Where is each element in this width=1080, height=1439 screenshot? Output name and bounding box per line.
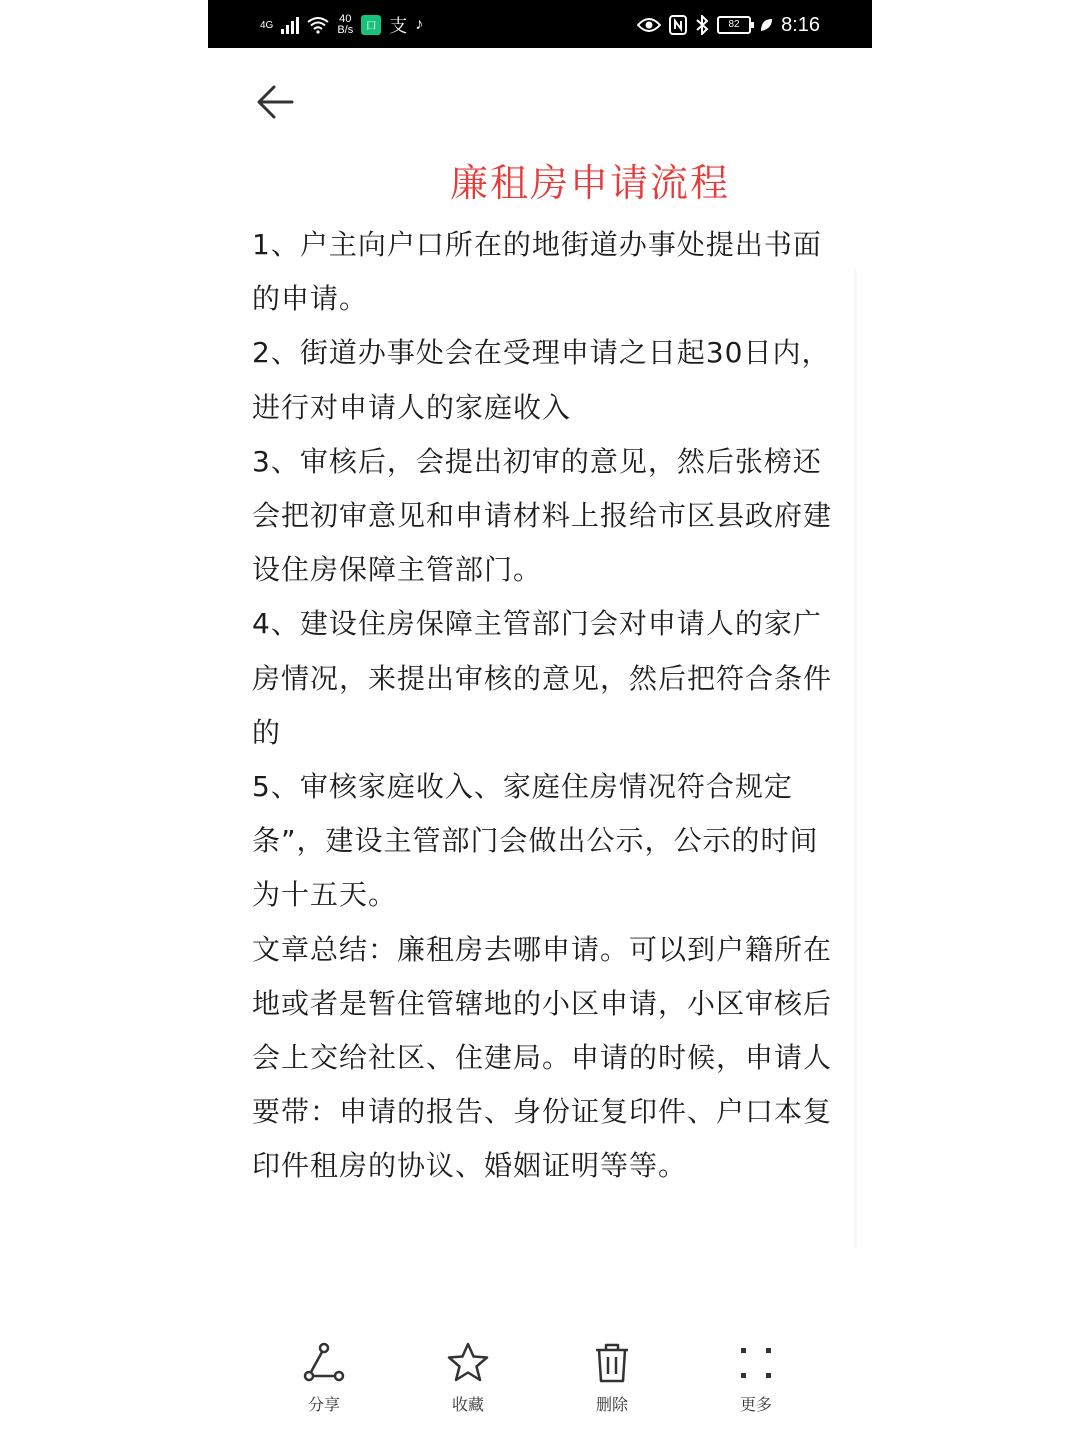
paragraph-5: 5、审核家庭收入、家庭住房情况符合规定条”，建设主管部门会做出公示，公示的时间为十五天。 bbox=[252, 770, 819, 912]
delete-label: 删除 bbox=[595, 1395, 628, 1414]
share-button[interactable] bbox=[274, 1340, 374, 1415]
summary-paragraph: 文章总结：廉租房去哪申请。可以到户籍所在地或者是暂住管辖地的小区申请，小区审核后会上交给社区、住建局。申请的时候，申请人要带：申请的报告、身份证复印件、户口本复印件租房的协议、婚姻证明等等。 bbox=[252, 932, 833, 1183]
share-label: 分享 bbox=[307, 1395, 340, 1414]
status-time: 8:16 bbox=[781, 13, 820, 36]
app-notification-text: 口 bbox=[365, 20, 377, 32]
article-title: 廉租房申请流程 bbox=[449, 161, 730, 205]
share-icon bbox=[301, 1340, 347, 1386]
network-type: 4G bbox=[260, 19, 274, 31]
tiktok-icon: ♪ bbox=[415, 16, 424, 33]
signal-icon bbox=[281, 16, 299, 34]
bluetooth-icon bbox=[695, 15, 709, 35]
net-speed-value: 40 bbox=[339, 13, 352, 25]
app-notification-icon bbox=[361, 15, 381, 35]
back-button[interactable] bbox=[252, 78, 300, 126]
status-bar bbox=[208, 0, 872, 48]
net-speed-unit: B/s bbox=[337, 24, 354, 36]
trash-icon bbox=[589, 1340, 635, 1386]
favorite-label: 收藏 bbox=[451, 1395, 484, 1414]
eye-icon bbox=[637, 17, 661, 33]
more-button[interactable] bbox=[706, 1340, 806, 1415]
star-icon bbox=[445, 1340, 491, 1386]
nfc-icon bbox=[669, 15, 687, 35]
bottom-toolbar bbox=[208, 1340, 872, 1439]
status-left bbox=[260, 10, 423, 40]
favorite-button[interactable] bbox=[418, 1340, 518, 1415]
page-edge-shadow bbox=[854, 268, 858, 1248]
net-speed bbox=[337, 14, 353, 36]
more-label: 更多 bbox=[739, 1395, 772, 1414]
wifi-icon bbox=[307, 16, 329, 34]
alipay-icon: 支 bbox=[389, 16, 408, 36]
paragraph-3: 3、审核后，会提出初审的意见，然后张榜还会把初审意见和申请材料上报给市区县政府建设住房保障主管部门。 bbox=[252, 444, 833, 587]
battery-icon bbox=[717, 16, 751, 34]
paragraph-4: 4、建设住房保障主管部门会对申请人的家广房情况，来提出审核的意见，然后把符合条件的 bbox=[252, 607, 833, 749]
battery-level: 82 bbox=[728, 19, 740, 30]
arrow-left-icon bbox=[252, 78, 300, 126]
more-dots-icon bbox=[733, 1340, 779, 1386]
status-right bbox=[637, 10, 820, 40]
leaf-icon bbox=[759, 17, 773, 33]
article-body bbox=[252, 218, 842, 1194]
phone-screen bbox=[208, 0, 872, 1439]
paragraph-2: 2、街道办事处会在受理申请之日起30日内，进行对申请人的家庭收入 bbox=[252, 336, 831, 424]
delete-button[interactable] bbox=[562, 1340, 662, 1415]
paragraph-1: 1、户主向户口所在的地街道办事处提出书面的申请。 bbox=[252, 228, 822, 316]
